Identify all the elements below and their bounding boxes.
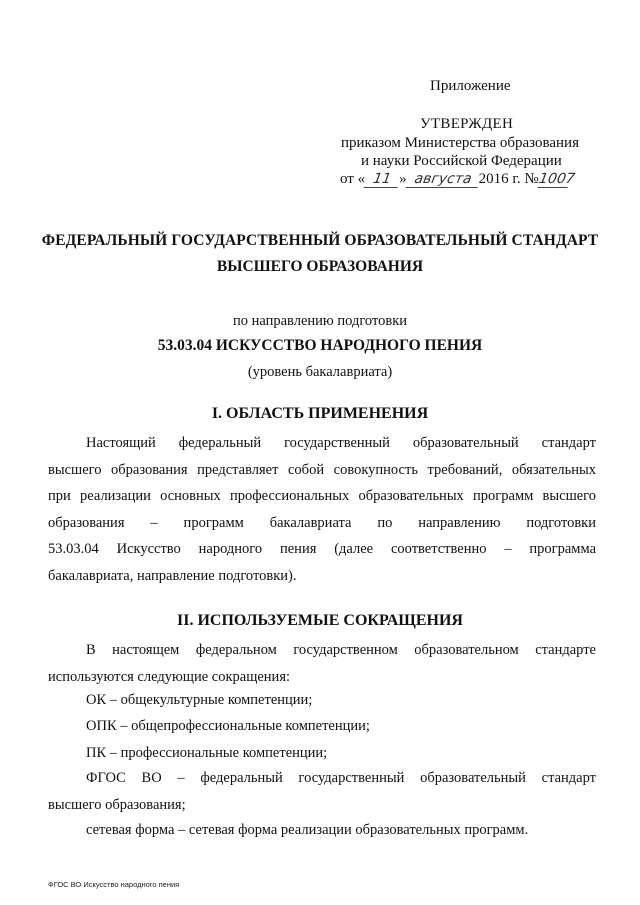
paragraph-line: высшего образования представляет собой совокупность требований, обязательных [48,461,596,478]
page-footer: ФГОС ВО Искусство народного пения [48,880,180,889]
order-mid: » [399,171,407,187]
order-day-handwritten: 11 [364,171,401,188]
paragraph-line: образования – программ бакалавриата по направлению подготовки [48,514,596,531]
document-title-line1: ФЕДЕРАЛЬНЫЙ ГОСУДАРСТВЕННЫЙ ОБРАЗОВАТЕЛЬНЫЙ СТАНДАРТ [41,232,599,249]
paragraph-line: В настоящем федеральном государственном образовательном стандарте [86,642,596,658]
abbreviation-ok: ОК – общекультурные компетенции; [86,692,313,708]
paragraph-line: высшего образования; [48,796,186,813]
abbreviation-network-form: сетевая форма – сетевая форма реализации образовательных программ. [86,822,529,838]
abbreviation-fgos [48,765,596,818]
paragraph-line: Настоящий федеральный государственный образовательный стандарт [86,435,596,451]
paragraph-line: при реализации основных профессиональных образовательных программ высшего [48,488,596,505]
section-2-heading: II. ИСПОЛЬЗУЕМЫЕ СОКРАЩЕНИЯ [177,612,463,629]
approved-label: УТВЕРЖДЕН [420,116,514,132]
level-label: (уровень бакалавриата) [247,364,393,380]
paragraph-line: бакалавриата, направление подготовки). [48,567,297,584]
order-year: 2016 г. № [478,171,539,187]
order-line-2: и науки Российской Федерации [361,153,562,169]
order-line-1: приказом Министерства образования [341,135,579,151]
abbreviation-opk: ОПК – общепрофессиональные компетенции; [86,718,370,734]
paragraph-line: используются следующие сокращения: [48,668,291,685]
document-title-line2: ВЫСШЕГО ОБРАЗОВАНИЯ [216,258,424,275]
order-date-line [340,171,576,188]
paragraph-line: 53.03.04 Искусство народного пения (далее соответственно – программа [48,541,596,558]
order-month-handwritten: августа [405,171,480,188]
order-prefix: от « [340,171,366,187]
section-2-intro [48,637,596,690]
order-number-handwritten: 1007 [537,171,576,187]
section-1-paragraph [48,430,596,590]
paragraph-line: ФГОС ВО – федеральный государственный образовательный стандарт [86,770,596,786]
program-title: 53.03.04 ИСКУССТВО НАРОДНОГО ПЕНИЯ [157,337,483,354]
abbreviation-pk: ПК – профессиональные компетенции; [86,745,328,761]
appendix-label: Приложение [430,78,511,94]
direction-label: по направлению подготовки [232,313,408,329]
section-1-heading: I. ОБЛАСТЬ ПРИМЕНЕНИЯ [211,405,429,422]
